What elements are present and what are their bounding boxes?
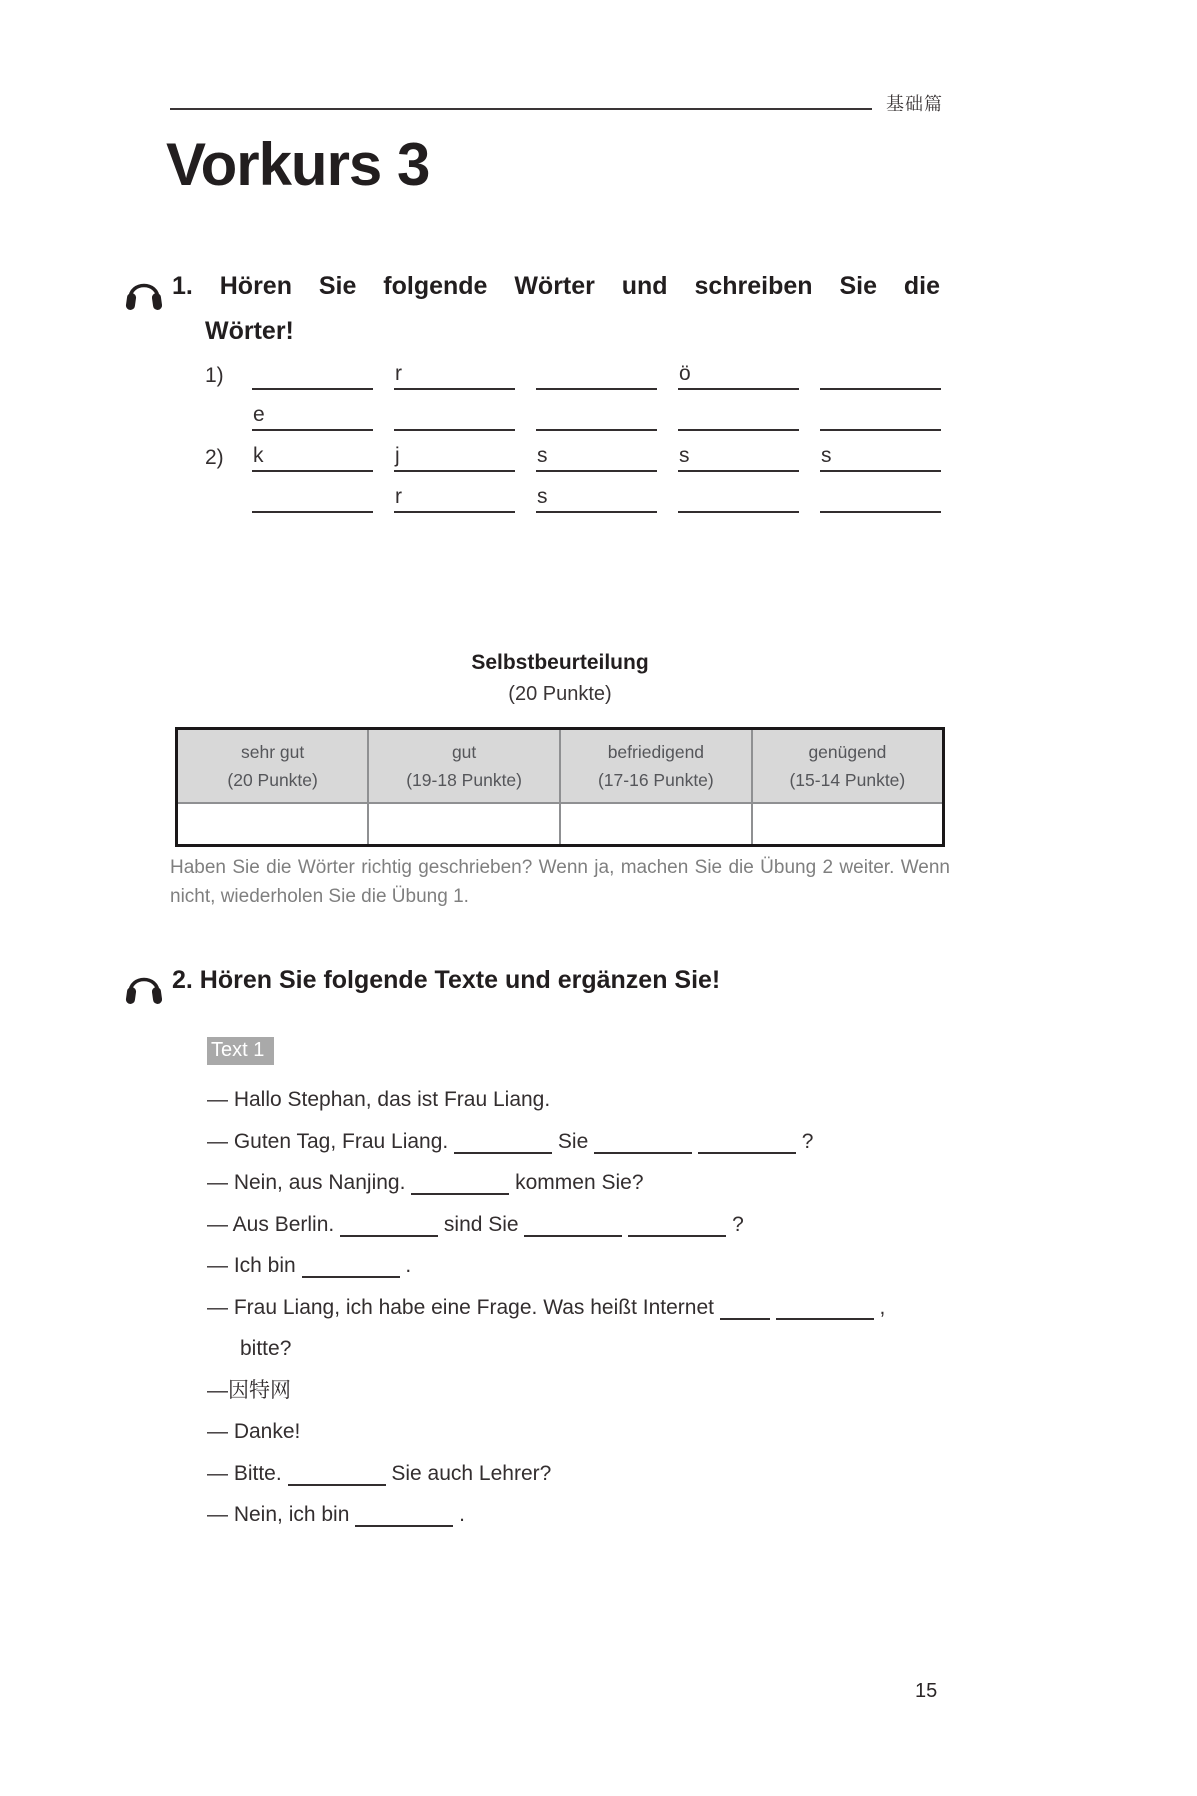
assessment-header-cell	[752, 729, 944, 804]
answer-blank: r	[394, 362, 515, 390]
assessment-header-cell	[368, 729, 560, 804]
text1-label: Text 1	[207, 1037, 274, 1065]
assessment-empty-cell	[560, 803, 752, 846]
answer-blank: r	[394, 485, 515, 513]
fill-in-blank	[302, 1264, 400, 1278]
answer-blank: s	[536, 444, 657, 472]
answer-blank: s	[820, 444, 941, 472]
dialog-line: — Aus Berlin. sind Sie ?	[207, 1212, 744, 1236]
answer-blank	[394, 403, 515, 431]
answer-blank	[678, 403, 799, 431]
assessment-header-cell	[560, 729, 752, 804]
exercise1-heading-line2: Wörter!	[205, 317, 294, 345]
assessment-header-cell	[177, 729, 369, 804]
fill-in-blank	[594, 1140, 692, 1154]
exercise1-heading	[172, 272, 940, 346]
dialog-line: — Nein, aus Nanjing. kommen Sie?	[207, 1171, 644, 1194]
ex1-blank-rows	[205, 362, 941, 526]
fill-in-blank	[524, 1223, 622, 1237]
answer-blank	[820, 362, 941, 390]
answer-blank: s	[536, 485, 657, 513]
chapter-label: 基础篇	[886, 94, 943, 114]
exercise1-heading-block	[122, 272, 940, 346]
row-label	[205, 429, 231, 431]
row-label: 2)	[205, 446, 224, 469]
answer-blank	[820, 403, 941, 431]
blank-row	[205, 444, 941, 472]
points-label: (15-14 Punkte)	[789, 770, 906, 790]
dialog-line: — Ich bin .	[207, 1254, 412, 1277]
answer-blank: k	[252, 444, 373, 472]
answer-blank: e	[252, 403, 373, 431]
dialog-line: — Nein, ich bin .	[207, 1503, 465, 1526]
blank-row	[205, 403, 941, 431]
page-title: Vorkurs 3	[166, 131, 430, 198]
row-label	[205, 511, 231, 513]
grade-label: befriedigend	[607, 742, 705, 762]
dialog-line: — Frau Liang, ich habe eine Frage. Was heißt Internet ,	[207, 1295, 886, 1319]
fill-in-blank	[776, 1306, 874, 1320]
fill-in-blank	[355, 1513, 453, 1527]
fill-in-blank	[288, 1472, 386, 1486]
fill-in-blank	[720, 1306, 770, 1320]
fill-in-blank	[698, 1140, 796, 1154]
exercise1-heading-line1: 1. Hören Sie folgende Wörter und schreiben Sie die	[172, 272, 940, 300]
points-label: (17-16 Punkte)	[597, 770, 714, 790]
dialog-line: — Guten Tag, Frau Liang. Sie ?	[207, 1129, 814, 1153]
dialog	[207, 1079, 1017, 1536]
headphones-icon	[122, 274, 166, 312]
blank-row	[205, 485, 941, 513]
fill-in-blank	[340, 1223, 438, 1237]
fill-in-blank	[628, 1223, 726, 1237]
assessment-body-row	[177, 803, 944, 846]
headphones-icon	[122, 968, 166, 1006]
answer-blank	[536, 403, 657, 431]
fill-in-blank	[411, 1181, 509, 1195]
assessment-header-row	[177, 729, 944, 804]
fill-in-blank	[454, 1140, 552, 1154]
blank-row	[205, 362, 941, 390]
answer-blank: s	[678, 444, 799, 472]
answer-blank	[536, 362, 657, 390]
dialog-line: — Bitte. Sie auch Lehrer?	[207, 1461, 552, 1485]
grade-label: genügend	[808, 742, 887, 762]
grade-label: sehr gut	[241, 742, 305, 762]
answer-blank: j	[394, 444, 515, 472]
answer-blank	[252, 362, 373, 390]
selfassessment-title: Selbstbeurteilung	[471, 651, 649, 674]
selfassessment-subtitle: (20 Punkte)	[508, 683, 612, 705]
points-label: (20 Punkte)	[227, 770, 318, 790]
dialog-line: bitte?	[240, 1337, 292, 1360]
answer-blank: ö	[678, 362, 799, 390]
points-label: (19-18 Punkte)	[406, 770, 522, 790]
exercise2-heading: 2. Hören Sie folgende Texte und ergänzen Sie!	[172, 966, 721, 994]
assessment-empty-cell	[752, 803, 944, 846]
answer-blank	[252, 485, 373, 513]
dialog-line: — Hallo Stephan, das ist Frau Liang.	[207, 1088, 551, 1111]
dialog-line: —因特网	[207, 1378, 291, 1402]
selfassessment-table	[175, 727, 945, 847]
assessment-empty-cell	[177, 803, 369, 846]
assessment-empty-cell	[368, 803, 560, 846]
answer-blank	[820, 485, 941, 513]
exercise2-heading-block	[122, 966, 720, 1006]
row-label: 1)	[205, 364, 224, 387]
instruction-note: Haben Sie die Wörter richtig geschrieben? Wenn ja, machen Sie die Übung 2 weiter. Wenn nicht, wiederholen Sie die Übung 1.	[170, 857, 950, 907]
dialog-line: — Danke!	[207, 1420, 301, 1443]
answer-blank	[678, 485, 799, 513]
header-divider	[170, 108, 872, 110]
grade-label: gut	[451, 742, 477, 762]
page-number: 15	[915, 1680, 938, 1702]
